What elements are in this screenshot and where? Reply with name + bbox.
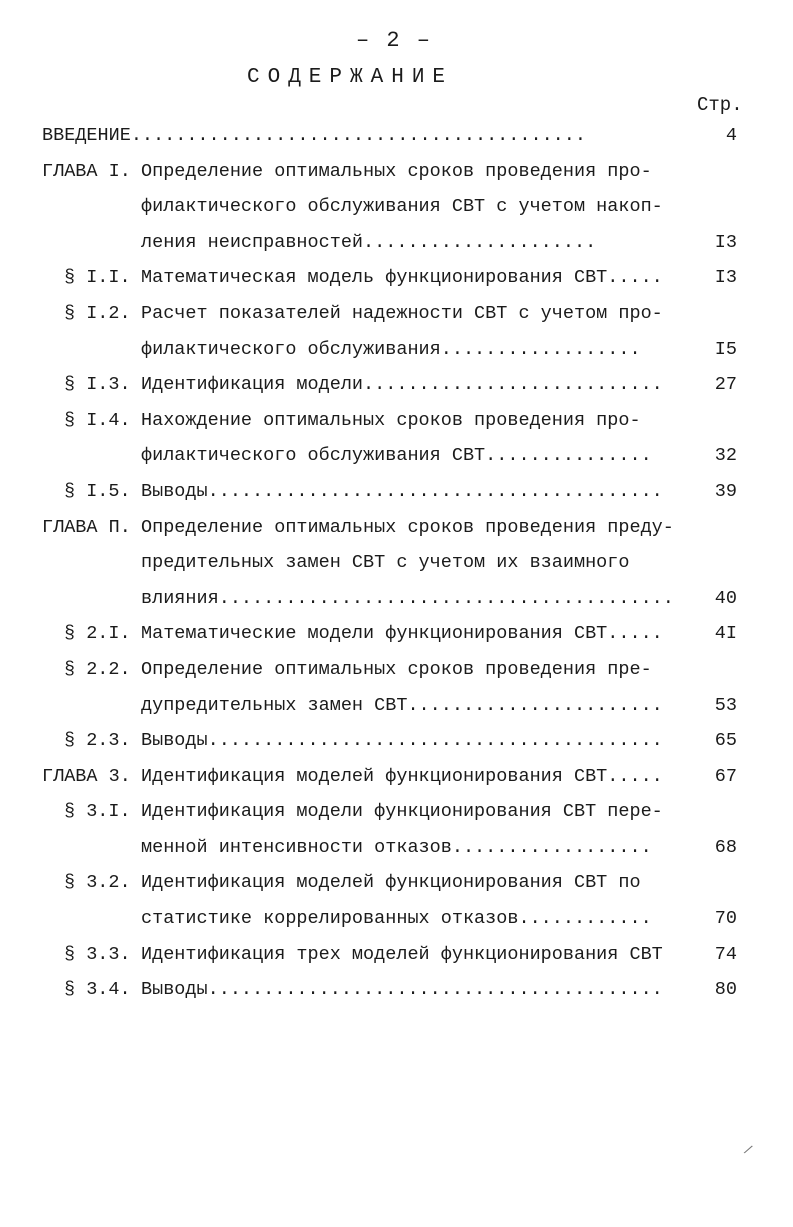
toc-row <box>0 581 793 617</box>
toc-entry-label: § 3.4. <box>64 979 131 1001</box>
toc-entry-text: предительных замен СВТ с учетом их взаимного <box>141 552 630 574</box>
toc-row <box>0 474 793 510</box>
toc-entry-text: Нахождение оптимальных сроков проведения про- <box>141 409 641 431</box>
toc-entry-label: § I.5. <box>64 480 131 502</box>
toc-entry-page: I3 <box>714 267 737 289</box>
toc-row <box>0 296 793 332</box>
toc-entry-label: § 3.I. <box>64 801 131 823</box>
toc-entry-text: Выводы......................................... <box>141 979 663 1001</box>
toc-row <box>0 510 793 546</box>
toc-entry-page: I3 <box>714 231 737 253</box>
toc-entry-label: § I.4. <box>64 409 131 431</box>
toc-entry-text: влияния......................................... <box>141 587 674 609</box>
toc-entry-page: 67 <box>714 765 737 787</box>
toc-entry-text: Определение оптимальных сроков проведения про- <box>141 160 652 182</box>
toc-entry-label: ГЛАВА I. <box>42 160 131 182</box>
toc-entry-text: ВВЕДЕНИЕ......................................... <box>42 125 586 146</box>
toc-entry-label: ГЛАВА 3. <box>42 765 131 787</box>
toc-row <box>0 332 793 368</box>
toc-entry-label: § 3.2. <box>64 872 131 894</box>
toc-row <box>0 403 793 439</box>
toc-entry-text: ления неисправностей..................... <box>141 231 597 253</box>
stray-pen-mark: / <box>741 1142 755 1159</box>
toc-row <box>0 794 793 830</box>
toc-entry-page: 80 <box>714 979 737 1001</box>
toc-row <box>0 972 793 1008</box>
toc-entry-text: Идентификация модели функционирования СВТ пере- <box>141 801 663 823</box>
toc-entry-text: менной интенсивности отказов.................. <box>141 836 652 858</box>
toc-row <box>0 545 793 581</box>
toc-entry-page: 32 <box>714 445 737 467</box>
toc-row <box>0 723 793 759</box>
toc-row <box>0 438 793 474</box>
toc-row <box>0 616 793 652</box>
toc-entry-text: статистике коррелированных отказов............ <box>141 908 652 930</box>
toc-row <box>0 865 793 901</box>
toc-row <box>0 260 793 296</box>
page-number: – 2 – <box>356 28 433 53</box>
toc-row <box>0 225 793 261</box>
toc-entry-label: § 3.3. <box>64 943 131 965</box>
toc-entry-text: Идентификация моделей функционирования СВТ..... <box>141 765 663 787</box>
toc-entry-page: 4 <box>725 125 737 146</box>
toc-entry-page: 65 <box>714 730 737 752</box>
page-column-header: Стр. <box>697 94 743 116</box>
toc-entry-label: § 2.2. <box>64 658 131 680</box>
toc-entry-text: Идентификация моделей функционирования СВТ по <box>141 872 641 894</box>
toc-row <box>0 759 793 795</box>
toc-entry-text: Идентификация модели........................... <box>141 374 663 396</box>
toc-entry-label: ГЛАВА П. <box>42 516 131 538</box>
toc-row <box>0 937 793 973</box>
toc-row <box>0 901 793 937</box>
toc-entry-text: Выводы......................................... <box>141 730 663 752</box>
toc-row <box>0 367 793 403</box>
toc-row <box>0 118 793 154</box>
toc-entry-page: 40 <box>714 587 737 609</box>
toc-entry-page: 39 <box>714 480 737 502</box>
toc-entry-page: 53 <box>714 694 737 716</box>
toc-entry-label: § 2.3. <box>64 730 131 752</box>
toc-entry-text: Определение оптимальных сроков проведения пре- <box>141 658 652 680</box>
toc-entry-text: Идентификация трех моделей функционирования СВТ <box>141 943 663 965</box>
toc-entry-page: 68 <box>714 836 737 858</box>
toc-entry-text: филактического обслуживания.................. <box>141 338 641 360</box>
page-title: СОДЕРЖАНИЕ <box>247 66 454 89</box>
toc-entry-text: Определение оптимальных сроков проведения преду- <box>141 516 674 538</box>
toc-entry-page: 27 <box>714 374 737 396</box>
toc-row <box>0 688 793 724</box>
toc-row <box>0 189 793 225</box>
toc-entry-text: филактического обслуживания СВТ с учетом накоп- <box>141 196 663 218</box>
toc-row <box>0 154 793 190</box>
toc-entry-text: Выводы......................................... <box>141 480 663 502</box>
toc-entry-text: дупредительных замен СВТ....................... <box>141 694 663 716</box>
toc-entry-label: § I.I. <box>64 267 131 289</box>
toc-entry-text: Математические модели функционирования СВТ..... <box>141 623 663 645</box>
toc-entry-text: Математическая модель функционирования СВТ..... <box>141 267 663 289</box>
toc-entry-text: Расчет показателей надежности СВТ с учетом про- <box>141 302 663 324</box>
toc-entry-label: § I.3. <box>64 374 131 396</box>
toc-entry-page: I5 <box>714 338 737 360</box>
toc-entry-page: 70 <box>714 908 737 930</box>
toc-entry-page: 4I <box>714 623 737 645</box>
toc-row <box>0 652 793 688</box>
toc-entry-label: § I.2. <box>64 302 131 324</box>
toc-entry-page: 74 <box>714 943 737 965</box>
toc-entry-text: филактического обслуживания СВТ............... <box>141 445 652 467</box>
toc-entry-label: § 2.I. <box>64 623 131 645</box>
toc-row <box>0 830 793 866</box>
table-of-contents <box>0 118 793 1008</box>
